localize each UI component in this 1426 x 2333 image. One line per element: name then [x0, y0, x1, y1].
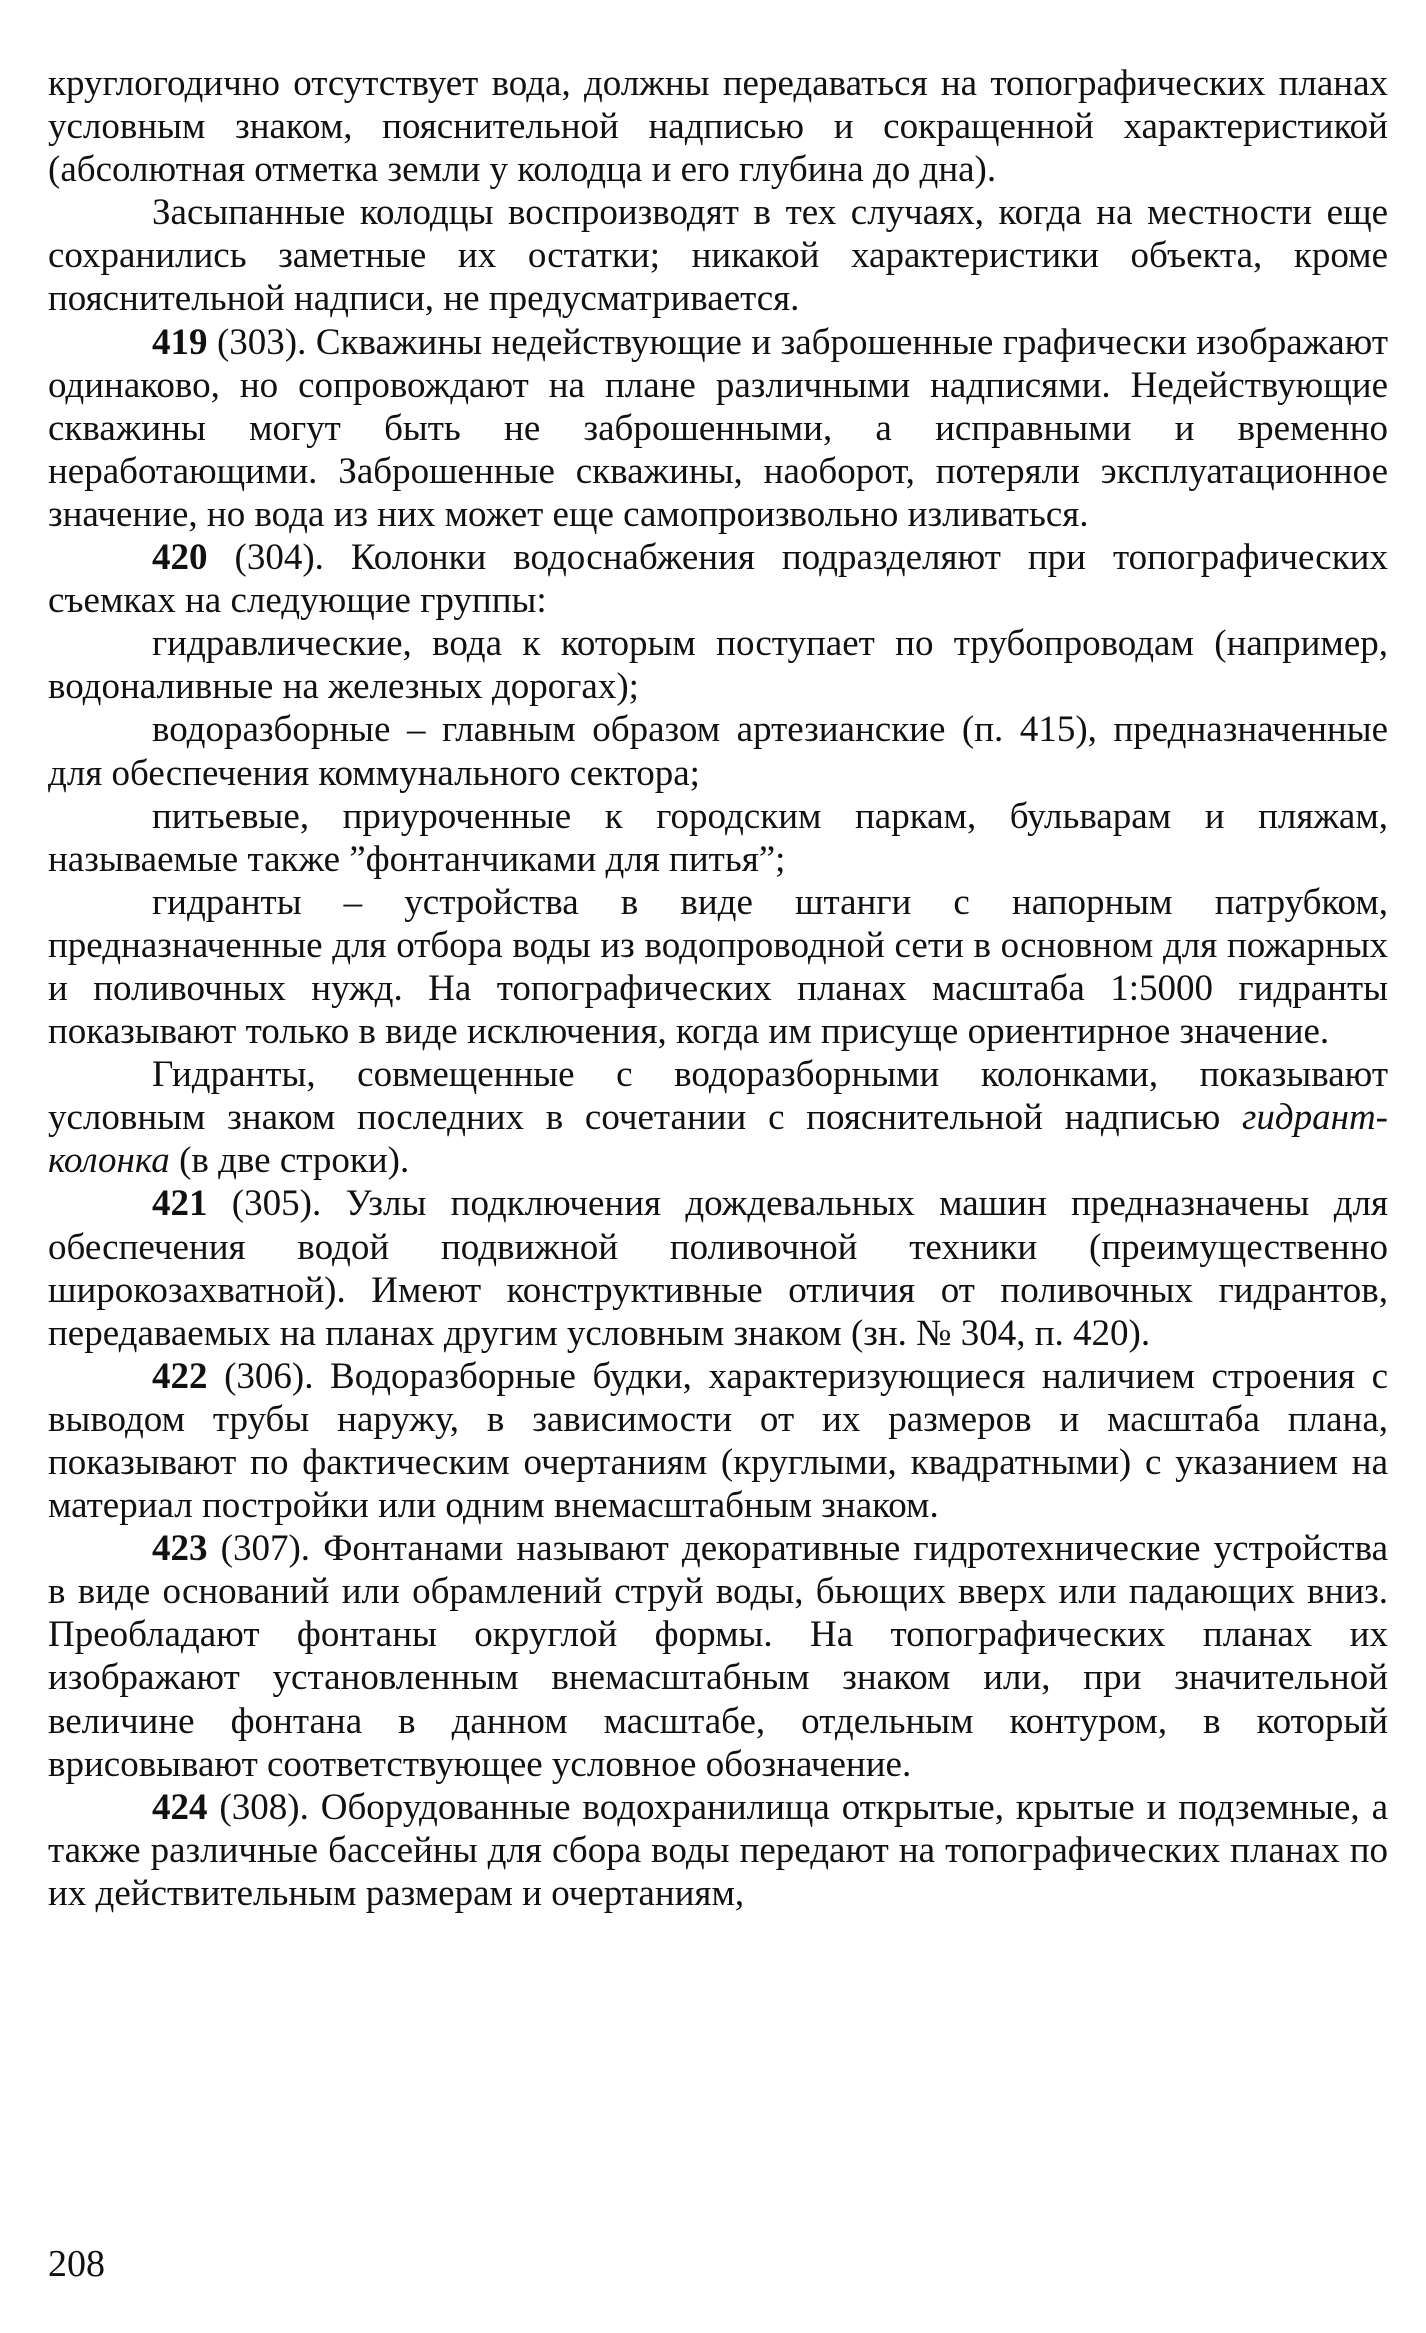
item-number: 419 [152, 321, 208, 363]
paragraph-text: круглогодично отсутствует вода, должны передаваться на топографических планах условным знаком, пояснительной надписью и сокращенной характеристикой (абсолютная отметка земли у колодца и его глубина до дна). [48, 63, 1388, 191]
item-number: 420 [152, 537, 208, 579]
paragraph-424 [48, 1786, 1388, 1915]
list-item [48, 881, 1388, 1053]
paragraph [48, 1053, 1388, 1182]
paragraph-423 [48, 1527, 1388, 1786]
page-body [48, 62, 1388, 1915]
item-number: 421 [152, 1183, 208, 1225]
paragraph-422 [48, 1355, 1388, 1527]
paragraph-419 [48, 321, 1388, 536]
paragraph-421 [48, 1182, 1388, 1354]
paragraph [48, 191, 1388, 320]
item-number: 424 [152, 1786, 208, 1828]
paragraph-text: гидранты – устройства в виде штанги с напорным патрубком, предназначенные для отбора воды из водопроводной сети в основном для пожарных и поливочных нужд. На топографических планах масштаба 1:5000 гидранты показывают только в виде исключения, когда им присуще ориентирное значение. [48, 881, 1388, 1053]
item-number: 423 [152, 1528, 208, 1570]
paragraph-text: (304). Колонки водоснабжения подразделяют при топографических съемках на следующие группы: [48, 537, 1388, 622]
paragraph-text: Засыпанные колодцы воспроизводят в тех случаях, когда на местности еще сохранились заметные их остатки; никакой характеристики объекта, кроме пояснительной надписи, не предусматривается. [48, 192, 1388, 320]
paragraph-text: (307). Фонтанами называют декоративные гидротехнические устройства в виде оснований или обрамлений струй воды, бьющих вверх или падающих вниз. Преобладают фонтаны округлой формы. На топографических планах их изображают установленным внемасштабным знаком или, при значительной величине фонтана в данном масштабе, отдельным контуром, в который врисовывают соответствующее условное обозначение. [48, 1528, 1388, 1785]
paragraph-text: (305). Узлы подключения дождевальных машин предназначены для обеспечения водой подвижной поливочной техники (преимущественно широкозахватной). Имеют конструктивные отличия от поливочных гидрантов, передаваемых на планах другим условным знаком (зн. № 304, п. 420). [48, 1183, 1388, 1354]
list-item [48, 795, 1388, 881]
item-number: 422 [152, 1355, 208, 1397]
paragraph-text: гидравлические, вода к которым поступает по трубопроводам (например, водоналивные на железных дорогах); [48, 623, 1388, 708]
paragraph-text: водоразборные – главным образом артезианские (п. 415), предназначенные для обеспечения коммунального сектора; [48, 709, 1388, 794]
paragraph-text: (306). Водоразборные будки, характеризующиеся наличием строения с выводом трубы наружу, в зависимости от их размеров и масштаба плана, показывают по фактическим очертаниям (круглыми, квадратными) с указанием на материал постройки или одним внемасштабным знаком. [48, 1355, 1388, 1527]
paragraph-text: питьевые, приуроченные к городским паркам, бульварам и пляжам, называемые также ”фонтанчиками для питья”; [48, 795, 1388, 880]
paragraph-text: Гидранты, совмещенные с водоразборными колонками, показывают условным знаком последних в сочетании с пояснительной надписью [48, 1054, 1388, 1139]
paragraph-420 [48, 536, 1388, 622]
list-item [48, 708, 1388, 794]
list-item [48, 622, 1388, 708]
paragraph [48, 62, 1388, 191]
paragraph-text: (303). Скважины недействующие и заброшенные графически изображают одинаково, но сопровождают на плане различными надписями. Недействующие скважины могут быть не заброшенными, а исправными и временно неработающими. Заброшенные скважины, наоборот, потеряли эксплуатационное значение, но вода из них может еще самопроизвольно изливаться. [48, 321, 1388, 535]
page-number: 208 [48, 2243, 105, 2285]
italic-term: гидрант-колонка [48, 1097, 1388, 1182]
paragraph-text-tail: (в две строки). [169, 1140, 410, 1182]
paragraph-text: (308). Оборудованные водохранилища открытые, крытые и подземные, а также различные бассейны для сбора воды передают на топографических планах по их действительным размерам и очертаниям, [48, 1786, 1388, 1914]
